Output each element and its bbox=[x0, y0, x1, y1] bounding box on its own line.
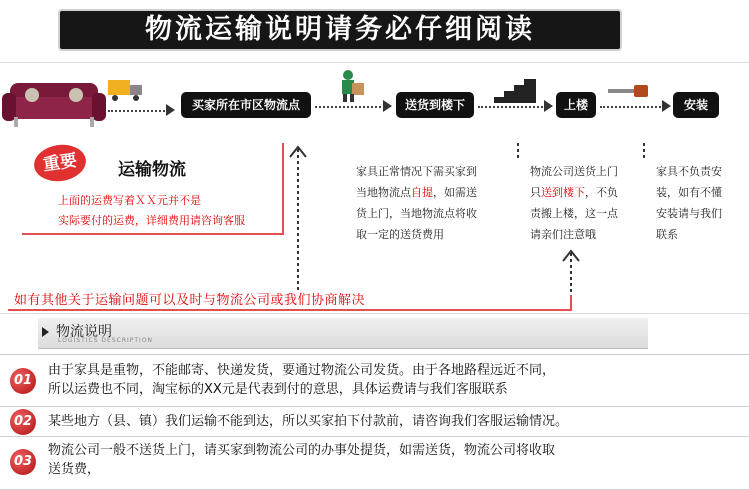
bracket-line bbox=[570, 295, 572, 311]
arrow-head-icon bbox=[383, 100, 392, 112]
step-upstairs: 上楼 bbox=[556, 92, 596, 118]
downstairs-description bbox=[530, 161, 638, 245]
page-title: 物流运输说明请务必仔细阅读 bbox=[145, 14, 535, 45]
desc-highlight: 自提 bbox=[411, 186, 433, 199]
step-pickup-point: 买家所在市区物流点 bbox=[181, 92, 311, 118]
notes-title: 物流说明 bbox=[56, 324, 112, 340]
step-downstairs: 送货到楼下 bbox=[396, 92, 474, 118]
desc-text: 装，如有不懂 bbox=[656, 186, 722, 199]
note-line: 某些地方（县、镇）我们运输不能到达，所以买家拍下付款前，请咨询我们客服运输情况。 bbox=[48, 414, 569, 429]
important-title: 运输物流 bbox=[118, 160, 186, 180]
number-badge: 01 bbox=[10, 368, 36, 394]
desc-text: 家具正常情况下需买家到 bbox=[356, 165, 477, 178]
title-banner bbox=[46, 3, 634, 55]
note-line: 送货费， bbox=[48, 462, 101, 477]
note-text bbox=[48, 361, 555, 399]
bracket-line bbox=[8, 309, 572, 311]
up-arrow-icon bbox=[287, 143, 309, 293]
bracket-line bbox=[22, 233, 284, 235]
desc-text: ，不负 bbox=[585, 186, 618, 199]
tools-icon bbox=[608, 81, 652, 101]
flow-arrow bbox=[108, 110, 168, 112]
bracket-line bbox=[282, 143, 284, 235]
flow-arrow bbox=[600, 106, 664, 108]
notes-subtitle: LOGISTICS DESCRIPTION bbox=[58, 337, 154, 344]
note-line: 由于家具是重物，不能邮寄、快递发货，要通过物流公司发货。由于各地路程远近不同， bbox=[48, 363, 556, 378]
arrow-head-icon bbox=[662, 100, 671, 112]
desc-text: 请亲们注意哦 bbox=[530, 228, 596, 241]
arrow-head-icon bbox=[544, 100, 553, 112]
important-note-line: 上面的运费写着ＸＸ元并不是 bbox=[58, 194, 201, 207]
stairs-icon bbox=[494, 79, 536, 103]
desc-text: 当地物流点 bbox=[356, 186, 411, 199]
desc-text: 责搬上楼，这一点 bbox=[530, 207, 618, 220]
desc-text: 联系 bbox=[656, 228, 678, 241]
pickup-description bbox=[356, 161, 502, 245]
flow-panel bbox=[0, 62, 749, 314]
down-arrow-icon bbox=[508, 143, 528, 165]
arrow-head-icon bbox=[166, 104, 175, 116]
desc-text: ，如需送 bbox=[433, 186, 477, 199]
flow-arrow bbox=[478, 106, 546, 108]
title-banner-bg bbox=[60, 11, 620, 49]
note-line: 所以运费也不同，淘宝标的XX元是代表到付的意思，具体运费请与我们客服联系 bbox=[48, 382, 508, 397]
flow-arrow bbox=[315, 106, 385, 108]
desc-text: 物流公司送货上门 bbox=[530, 165, 618, 178]
important-note bbox=[58, 191, 288, 231]
note-text bbox=[48, 441, 555, 479]
number-badge: 03 bbox=[10, 449, 36, 475]
desc-text: 安装请与我们 bbox=[656, 207, 722, 220]
desc-text: 货上门，当地物流点将收 bbox=[356, 207, 477, 220]
sofa-icon bbox=[2, 69, 106, 131]
step-install: 安装 bbox=[673, 92, 719, 118]
truck-icon bbox=[108, 77, 144, 103]
install-description bbox=[656, 161, 740, 245]
desc-text: 取一定的送货费用 bbox=[356, 228, 444, 241]
note-item bbox=[0, 406, 749, 437]
note-text bbox=[48, 412, 568, 431]
number-badge: 02 bbox=[10, 409, 36, 435]
note-line: 物流公司一般不送货上门，请买家到物流公司的办事处提货，如需送货，物流公司将收取 bbox=[48, 443, 556, 458]
triangle-icon bbox=[42, 327, 49, 337]
desc-text: 只 bbox=[530, 186, 541, 199]
desc-text: 家具不负责安 bbox=[656, 165, 722, 178]
important-badge: 重要 bbox=[32, 142, 89, 185]
desc-highlight: 送到楼下 bbox=[541, 186, 585, 199]
mover-icon bbox=[336, 69, 368, 103]
note-item bbox=[0, 354, 749, 407]
note-item bbox=[0, 436, 749, 490]
contact-line: 如有其他关于运输问题可以及时与物流公司或我们协商解决 bbox=[14, 293, 366, 308]
important-note-line: 实际要付的运费，详细费用请咨询客服 bbox=[58, 214, 245, 227]
notes-header bbox=[38, 318, 648, 349]
up-arrow-icon bbox=[560, 247, 582, 297]
